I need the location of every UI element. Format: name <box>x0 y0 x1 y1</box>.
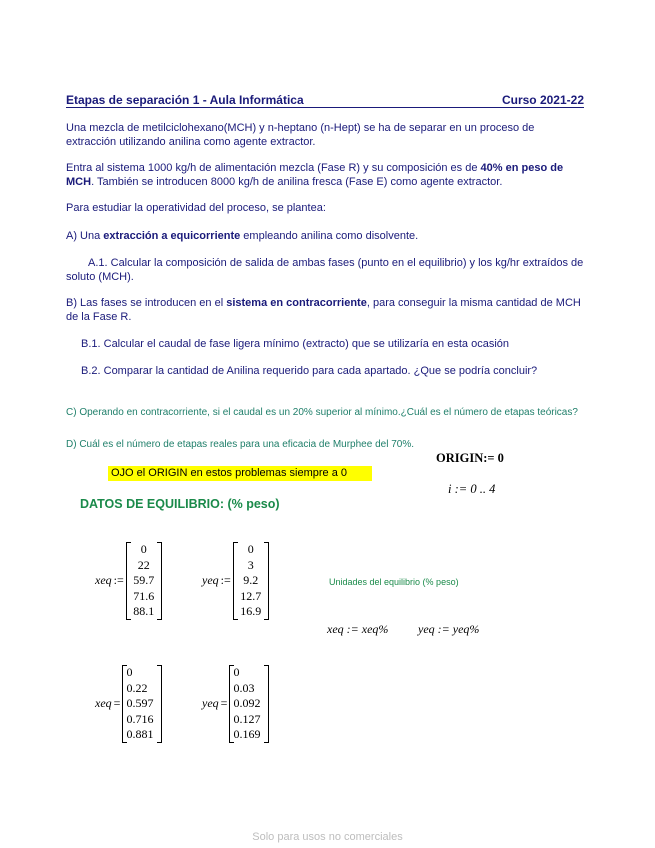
matrix-cell: 88.1 <box>133 604 155 618</box>
matrix-cell: 0 <box>247 542 254 556</box>
yeq-fraction-matrix: yeq = 0 0.03 0.092 0.127 0.169 <box>202 665 269 743</box>
units-label: Unidades del equilibrio (% peso) <box>329 577 459 587</box>
matrix-cell: 0.092 <box>233 696 261 710</box>
xeq-conversion: xeq := xeq% <box>327 622 389 636</box>
xeq-percent-matrix: xeq := 0 22 59.7 71.6 88.1 <box>95 542 162 620</box>
intro-paragraph: Una mezcla de metilciclohexano(MCH) y n-heptano (n-Hept) se ha de separar en un proceso de extracción utilizando anilina como agente extractor. <box>66 122 535 148</box>
matrix-cell: 0.716 <box>126 711 154 726</box>
matrix-cell: 12.7 <box>240 588 262 603</box>
header-course: Curso 2021-22 <box>501 93 584 107</box>
matrix-cell: 0.22 <box>126 680 148 695</box>
header-title: Etapas de separación 1 - Aula Informática <box>66 93 304 107</box>
part-b1: B.1. Calcular el caudal de fase ligera mínimo (extracto) que se utilizaría en esta ocasión <box>81 338 509 350</box>
matrix-cell: 3 <box>247 557 254 572</box>
matrix-cell: 9.2 <box>243 573 259 587</box>
part-a: A) Una extracción a equicorriente empleando anilina como disolvente. <box>66 230 419 242</box>
part-c: C) Operando en contracorriente, si el caudal es un 20% superior al mínimo.¿Cuál es el número de etapas teóricas? <box>66 407 578 418</box>
matrix-cell: 0 <box>126 665 133 679</box>
origin-note: OJO el ORIGIN en estos problemas siempre a 0 <box>108 466 372 481</box>
part-b: B) Las fases se introducen en el sistema en contracorriente, para conseguir la misma cantidad de MCH de la Fase R. <box>66 297 581 323</box>
matrix-cell: 59.7 <box>133 573 155 587</box>
yeq-percent-matrix: yeq := 0 3 9.2 12.7 16.9 <box>202 542 269 620</box>
yeq-conversion: yeq := yeq% <box>418 622 480 636</box>
matrix-cell: 0 <box>140 542 147 556</box>
feed-paragraph: Entra al sistema 1000 kg/h de alimentación mezcla (Fase R) y su composición es de 40% en peso de MCH. También se introducen 8000 kg/h de anilina fresca (Fase E) como agente extractor. <box>66 162 564 188</box>
origin-definition: ORIGIN:= 0 <box>436 451 504 465</box>
matrix-cell: 0.03 <box>233 680 255 695</box>
xeq-fraction-matrix: xeq = 0 0.22 0.597 0.716 0.881 <box>95 665 162 743</box>
plan-paragraph: Para estudiar la operatividad del proceso, se plantea: <box>66 202 326 214</box>
matrix-cell: 16.9 <box>240 604 262 618</box>
footer-watermark: Solo para usos no comerciales <box>252 831 403 843</box>
equilibrium-data-title: DATOS DE EQUILIBRIO: (% peso) <box>80 497 280 511</box>
part-d: D) Cuál es el número de etapas reales para una eficacia de Murphee del 70%. <box>66 439 414 450</box>
matrix-cell: 0.597 <box>126 696 154 710</box>
matrix-cell: 22 <box>137 557 150 572</box>
matrix-cell: 0.169 <box>233 727 261 741</box>
matrix-cell: 0.127 <box>233 711 261 726</box>
part-b2: B.2. Comparar la cantidad de Anilina requerido para cada apartado. ¿Que se podría concluir? <box>81 365 538 377</box>
part-a1: A.1. Calcular la composición de salida de ambas fases (punto en el equilibrio) y los kg/hr extraídos de soluto (MCH). <box>66 257 584 283</box>
range-definition: i := 0 .. 4 <box>448 482 496 496</box>
matrix-cell: 71.6 <box>133 588 155 603</box>
matrix-cell: 0.881 <box>126 727 154 741</box>
document-header <box>66 93 584 108</box>
matrix-cell: 0 <box>233 665 240 679</box>
